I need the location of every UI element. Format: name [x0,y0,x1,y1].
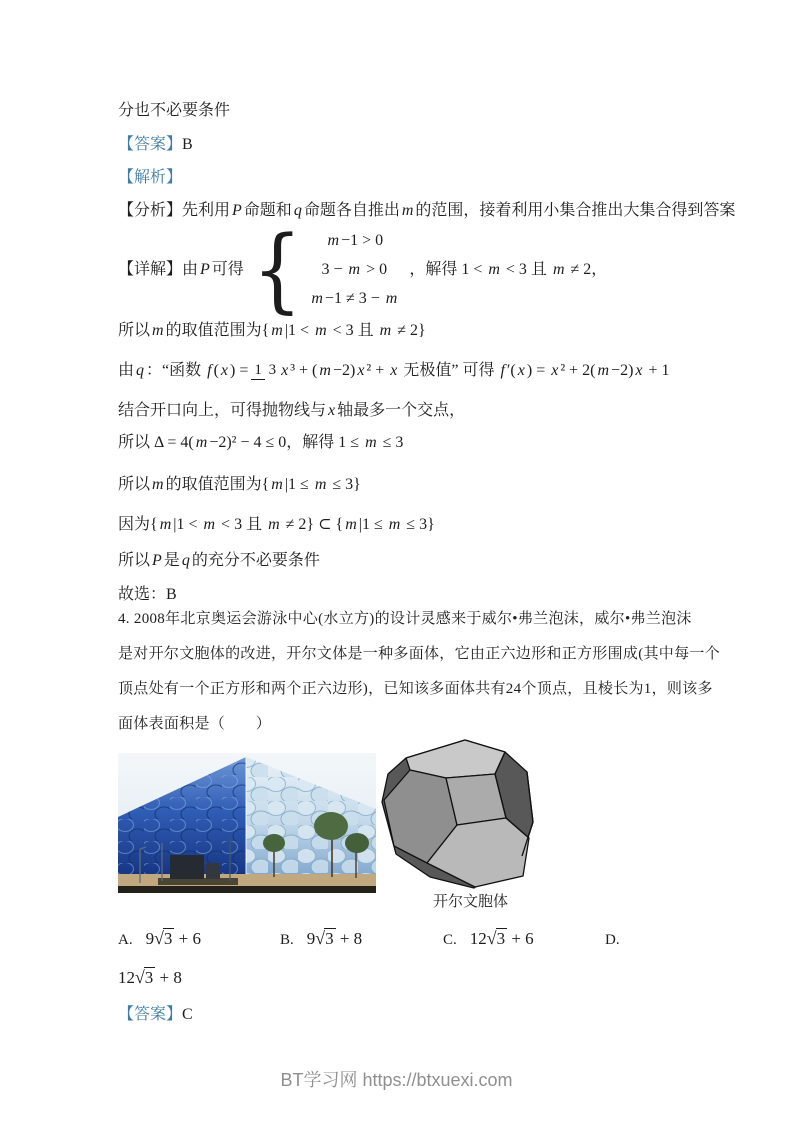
question4-line-1: 4. 2008年北京奥运会游泳中心(水立方)的设计灵感来于威尔•弗兰泡沫，威尔•弗兰泡沫 [118,611,692,627]
radical-sign: √ [486,928,497,948]
subset-line: 因为{ m |1 < m < 3 且 m ≠ 2} ⊂ { m |1 ≤ m ≤ 3} [118,516,435,533]
equation-2: 3 − m > 0 [321,261,388,278]
fraction-numerator: 1 [251,362,265,380]
polyhedron-caption: 开尔文胞体 [432,894,508,910]
question4-line-2: 是对开尔文胞体的改进，开尔文体是一种多面体，它由正六边形和正方形围成(其中每一个 [118,646,720,662]
detail-intro: 【详解】由 P 可得 [118,261,244,278]
equation-1: m −1 > 0 [327,232,384,249]
detail-outro: ，解得 1 < m < 3 且 m ≠ 2， [409,261,608,278]
equipment-box [170,855,204,879]
option-d [605,928,633,949]
fraction-denominator: 3 [268,362,277,379]
delta-line: 所以 Δ = 4( m −2)² − 4 ≤ 0，解得 1 ≤ m ≤ 3 [118,434,404,451]
choice-line: 故选：B [118,586,177,603]
q-proposition-line [118,346,670,396]
system-brace: { [252,216,302,323]
hedge [118,886,376,893]
radical-sign: √ [154,928,164,948]
q-prefix: 由 q ：“函数 f ( x ) = [118,362,249,379]
radical-sign: √ [315,928,326,948]
system-equations [309,227,399,313]
analysis-header: 【解析】 [118,169,183,186]
fraction-one-third [251,362,276,379]
detail-system-block [118,216,608,323]
option-d-expression: 12√3 + 8 [118,967,182,987]
radical-sign: √ [135,967,145,987]
footer: BT学习网 https://btxuexi.com [280,1070,513,1090]
option-a [118,928,201,949]
conclusion-line: 所以 P 是 q 的充分不必要条件 [118,552,320,569]
option-c [443,928,534,949]
analysis-line: 【分析】先利用 P 命题和 q 命题各自推出 m 的范围，接着利用小集合推出大集合得到答案 [118,202,736,219]
kelvin-cell-polyhedron [378,736,563,891]
parabola-line: 结合开口向上，可得抛物线与 x 轴最多一个交点， [118,402,466,419]
answer-line-q4: 【答案】C [118,1006,193,1023]
question4-line-3: 顶点处有一个正方形和两个正六边形)，已知该多面体共有24个顶点，且棱长为1，则该多 [118,681,713,697]
question4-line-4: 面体表面积是（ ） [118,716,272,732]
option-c-expression: 12√3 + 6 [469,928,534,948]
range-p-line: 所以 m 的取值范围为{ m |1 < m < 3 且 m ≠ 2} [118,322,426,339]
water-cube-photo [118,753,376,893]
option-c-label: C. [443,932,457,948]
option-a-expression: 9√3 + 6 [145,928,201,948]
q-suffix: x ³ + ( m −2) x ² + x 无极值” 可得 f ′( x ) = x ² + 2( m −2) x + 1 [281,362,670,379]
range-q-line: 所以 m 的取值范围为{ m |1 ≤ m ≤ 3} [118,476,361,493]
answer-line-q3: 【答案】B [118,136,193,153]
option-b-expression: 9√3 + 8 [306,928,363,948]
tree-foliage [263,834,285,852]
solution-tail-line: 分也不必要条件 [118,102,231,119]
option-a-label: A. [118,932,133,948]
option-b [280,928,362,949]
equation-3: m −1 ≠ 3 − m [311,290,398,307]
option-d-label: D. [605,932,620,948]
option-b-label: B. [280,932,294,948]
